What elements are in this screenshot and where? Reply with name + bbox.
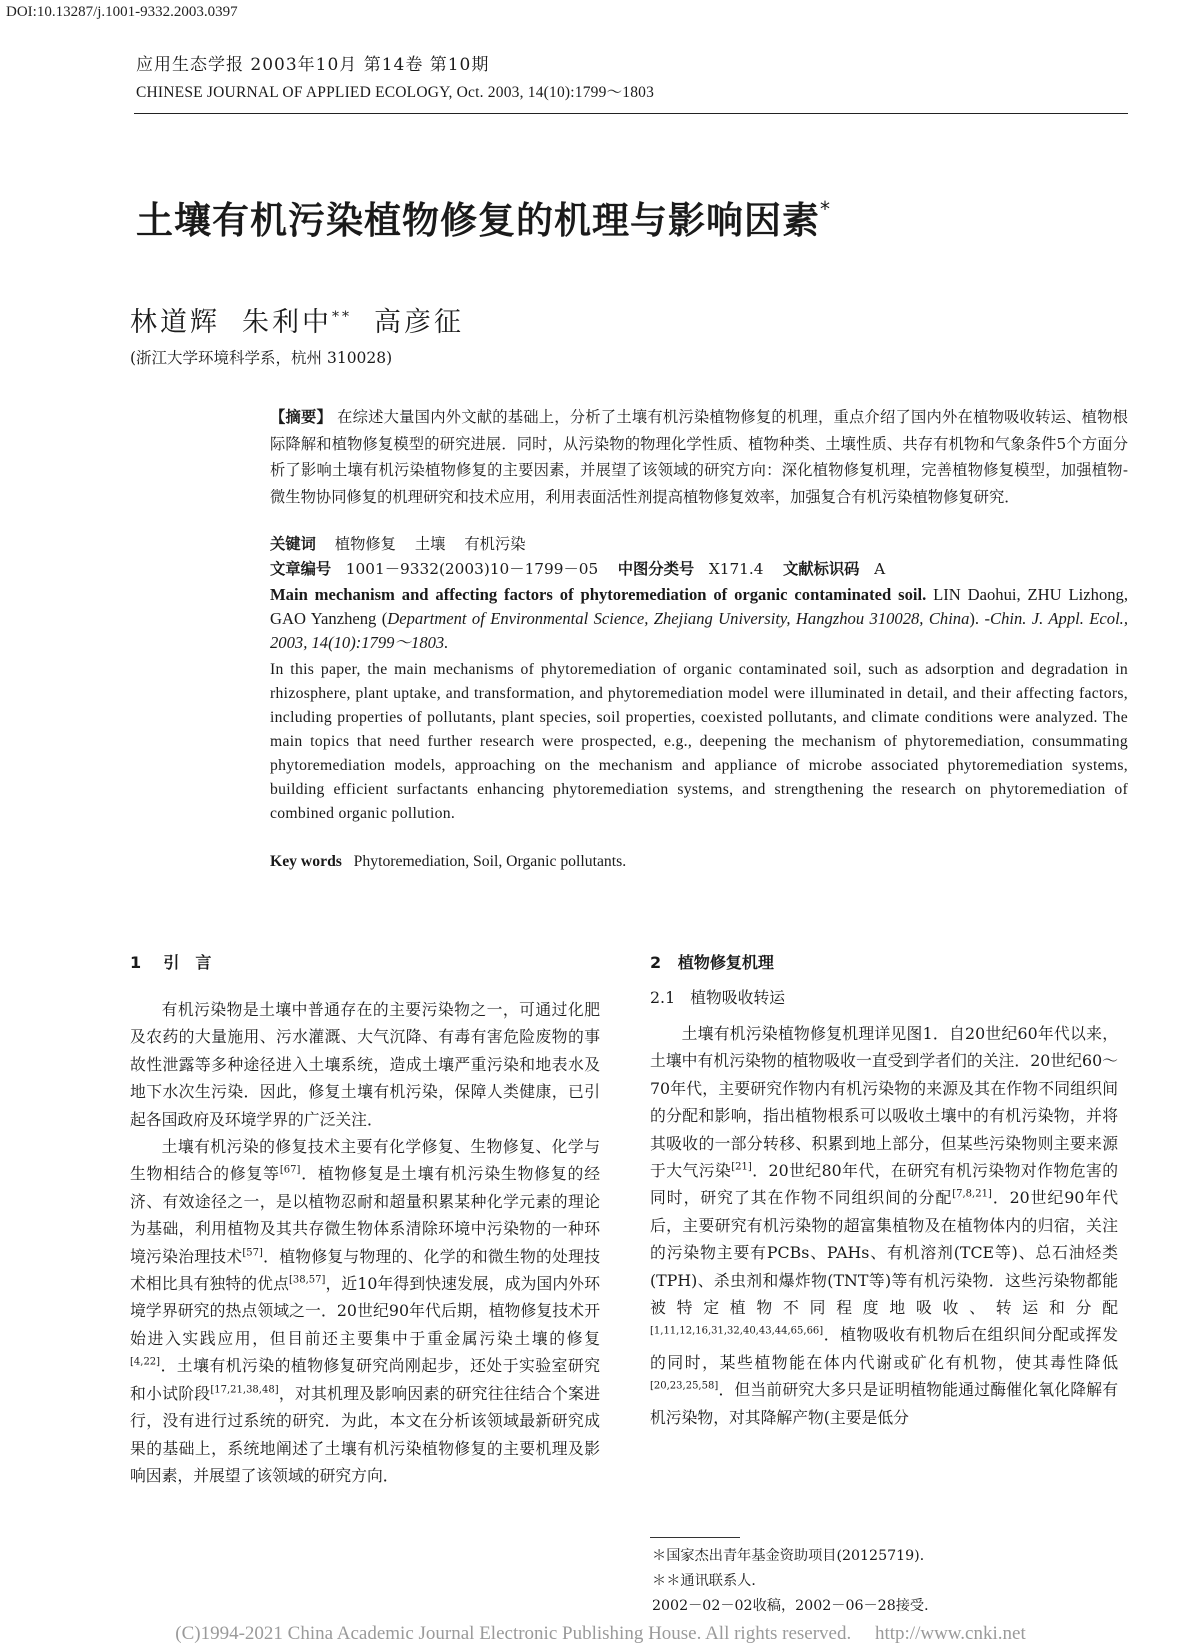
author-name: 林道辉 <box>130 307 220 338</box>
footnote-contact: ＊＊通讯联系人． <box>652 1573 766 1589</box>
citation-ref: [21] <box>731 1161 752 1173</box>
right-column <box>650 1020 1118 1431</box>
keyword: 有机污染 <box>464 535 526 553</box>
citation-ref: [67] <box>279 1165 301 1177</box>
journal-header-cn: 应用生态学报 2003年10月 第14卷 第10期 <box>136 55 490 75</box>
paper-title <box>136 190 831 244</box>
keyword: 土壤 <box>414 535 446 553</box>
citation-ref: [57] <box>242 1247 263 1259</box>
title-text: 土壤有机污染植物修复的机理与影响因素 <box>136 199 820 242</box>
english-abstract: In this paper, the main mechanisms of phytoremediation of organic contaminated soil, such as adsorption and degradation in rhizosphere, plant uptake, and transformation, and phytoremediation model were illuminated in detail, and their affecting factors, including properties of pollutants, plant species, soil properties, coexisted pollutants, and climate conditions were analyzed. The main topics that need further research were prospected, e.g., deepening the mechanism of phytoremediation, consummating phytoremediation models, approaching on the mechanism and appliance of microbe associated phytoremediation systems, building efficient surfactants enhancing phytoremediation systems, and strengthening the research on phytoremediation of combined organic pollution. <box>270 661 1128 822</box>
english-authors: LIN Daohui, ZHU Lizhong, GAO Yanzheng <box>270 585 1128 628</box>
affiliation: (浙江大学环境科学系，杭州 310028) <box>130 349 393 367</box>
paragraph: 有机污染物是土壤中普通存在的主要污染物之一，可通过化肥及农药的大量施用、污水灌溉、大气沉降、有毒有害危险废物的事故性泄露等多种途径进入土壤系统，造成土壤严重污染和地表水及地下水次生污染．因此，修复土壤有机污染，保障人类健康，已引起各国政府及环境学界的广泛关注． <box>130 1000 600 1129</box>
section-number: 1 <box>130 953 142 972</box>
subsection-number: 2.1 <box>650 988 676 1007</box>
document-code: A <box>874 560 886 578</box>
author-list <box>130 300 464 339</box>
citation-ref: [7,8,21] <box>952 1189 992 1201</box>
keywords-cn <box>270 532 526 554</box>
section-title: 植物修复机理 <box>677 953 774 972</box>
section-number: 2 <box>650 953 662 972</box>
section-title: 引 言 <box>163 953 212 972</box>
citation-ref: [1,11,12,16,31,32,40,43,44,65,66] <box>650 1326 824 1338</box>
title-footnote-mark: * <box>820 196 831 221</box>
doi-text: DOI:10.13287/j.1001-9332.2003.0397 <box>6 4 238 20</box>
left-column <box>130 996 600 1489</box>
footnote-funding: ＊国家杰出青年基金资助项目(20125719)． <box>652 1548 934 1564</box>
journal-header-en: CHINESE JOURNAL OF APPLIED ECOLOGY, Oct. 2003, 14(10):1799～1803 <box>136 84 655 101</box>
section-heading-2 <box>650 950 774 973</box>
english-title-block: Main mechanism and affecting factors of phytoremediation of organic contaminated soil. LIN Daohui, ZHU Lizhong, GAO Yanzheng (Department of Environmental Science, Zhejiang University, Hangzhou 310028, China). -Chin. J. Appl. Ecol., 2003, 14(10):1799～1803. <box>270 585 1128 652</box>
abstract-text: 在综述大量国内外文献的基础上，分析了土壤有机污染植物修复的机理，重点介绍了国内外在植物吸收转运、植物根际降解和植物修复模型的研究进展．同时，从污染物的物理化学性质、植物种类、土壤性质、共存有机物和气象条件5个方面分析了影响土壤有机污染植物修复的主要因素，并展望了该领域的研究方向：深化植物修复机理，完善植物修复模型，加强植物-微生物协同修复的机理研究和技术应用，利用表面活性剂提高植物修复效率，加强复合有机污染植物修复研究． <box>270 408 1128 506</box>
citation-ref: [4,22] <box>130 1357 161 1369</box>
paragraph: 土壤有机污染植物修复机理详见图1．自20世纪60年代以来，土壤中有机污染物的植物吸收一直受到学者们的关注．20世纪60～70年代，主要研究作物内有机污染物的来源及其在作物不同组织间的分配和影响，指出植物根系可以吸收土壤中的有机污染物，并将其吸收的一部分转移、积累到地上部分，但某些污染物则主要来源于大气污染[21]．20世纪80年代，在研究有机污染物对作物危害的同时，研究了其在作物不同组织间的分配[7,8,21]．20世纪90年代后，主要研究有机污染物的超富集植物及在植物体内的归宿，关注的污染物主要有PCBs、PAHs、有机溶剂(TCE等)、总石油烃类(TPH)、杀虫剂和爆炸物(TNT等)等有机污染物．这些污染物都能被特定植物不同程度地吸收、转运和分配[1,11,12,16,31,32,40,43,44,65,66]．植物吸收有机物后在组织间分配或挥发的同时，某些植物能在体内代谢或矿化有机物，使其毒性降低[20,23,25,58]．但当前研究大多只是证明植物能通过酶催化氧化降解有机污染物，对其降解产物(主要是低分 <box>650 1024 1118 1427</box>
author-name: 朱利中 <box>242 307 332 338</box>
article-number-label: 文章编号 <box>270 560 332 578</box>
footnotes <box>652 1544 938 1619</box>
english-affiliation: Department of Environmental Science, Zhejiang University, Hangzhou 310028, China <box>387 609 970 628</box>
citation-ref: [20,23,25,58] <box>650 1381 719 1393</box>
author-name: 高彦征 <box>374 307 464 338</box>
footnote-rule <box>650 1537 740 1538</box>
subsection-title: 植物吸收转运 <box>690 988 785 1007</box>
english-keywords <box>270 853 626 871</box>
english-keywords-label: Key words <box>270 853 342 870</box>
paragraph: 土壤有机污染的修复技术主要有化学修复、生物修复、化学与生物相结合的修复等[67]．植物修复是土壤有机污染生物修复的经济、有效途径之一，是以植物忍耐和超量积累某种化学元素的理论为基础，利用植物及其共存微生物体系清除环境中污染物的一种环境污染治理技术[57]．植物修复与物理的、化学的和微生物的处理技术相比具有独特的优点[38,57]，近10年得到快速发展，成为国内外环境学界研究的热点领域之一．20世纪90年代后期，植物修复技术开始进入实践应用，但目前还主要集中于重金属污染土壤的修复[4,22]．土壤有机污染的植物修复研究尚刚起步，还处于实验室研究和小试阶段[17,21,38,48]，对其机理及影响因素的研究往往结合个案进行，没有进行过系统的研究．为此，本文在分析该领域最新研究成果的基础上，系统地阐述了土壤有机污染植物修复的主要机理及影响因素，并展望了该领域的研究方向． <box>130 1137 600 1485</box>
subsection-heading <box>650 985 785 1008</box>
header-rule <box>134 113 1128 114</box>
english-keywords-text: Phytoremediation, Soil, Organic pollutants. <box>353 853 627 870</box>
article-number: 1001－9332(2003)10－1799－05 <box>345 560 599 578</box>
citation-ref: [38,57] <box>288 1274 326 1286</box>
keywords-label: 关键词 <box>270 535 316 553</box>
section-heading-1 <box>130 950 211 973</box>
class-number: X171.4 <box>708 560 764 578</box>
english-citation: Chin. J. Appl. Ecol., 2003, 14(10):1799～1803. <box>270 609 1128 652</box>
class-number-label: 中图分类号 <box>617 560 695 578</box>
corresponding-author-mark: ** <box>332 309 352 325</box>
document-code-label: 文献标识码 <box>782 560 860 578</box>
citation-ref: [17,21,38,48] <box>210 1384 279 1396</box>
abstract-label: 【摘要】 <box>270 408 333 426</box>
abstract-cn <box>270 404 1128 510</box>
copyright-footer: (C)1994-2021 China Academic Journal Electronic Publishing House. All rights reserved. http://www.cnki.net <box>175 1623 1026 1644</box>
english-title: Main mechanism and affecting factors of phytoremediation of organic contaminated soil. <box>270 585 927 604</box>
article-info <box>270 557 885 579</box>
footnote-dates: 2002－02－02收稿，2002－06－28接受． <box>652 1598 939 1614</box>
keyword: 植物修复 <box>334 535 396 553</box>
